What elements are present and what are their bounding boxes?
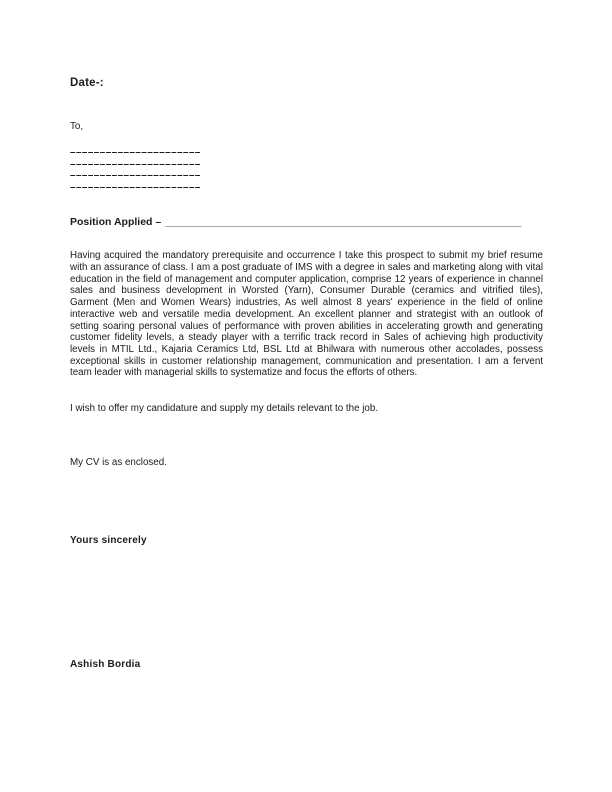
address-blank-line: –––––––––––––––––––––– bbox=[70, 158, 201, 170]
cv-enclosure-line: My CV is as enclosed. bbox=[70, 457, 167, 469]
position-applied-line bbox=[70, 216, 543, 229]
position-applied-label: Position Applied – bbox=[70, 216, 162, 229]
recipient-label: To, bbox=[70, 121, 84, 132]
signature-name: Ashish Bordia bbox=[70, 659, 141, 671]
address-blank-line: –––––––––––––––––––––– bbox=[70, 181, 201, 193]
address-blank-line: –––––––––––––––––––––– bbox=[70, 147, 201, 158]
address-blank-line: –––––––––––––––––––––– bbox=[70, 170, 201, 182]
date-label: Date-: bbox=[70, 77, 104, 89]
recipient-address-block bbox=[70, 147, 543, 193]
body-paragraph: Having acquired the mandatory prerequisite and occurrence I take this prospect to submit my brief resume with an assurance of class. I am a post graduate of IMS with a degree in sales and marketing along with vital education in the field of management and computer application, comprise 12 years of experience in channel sales and business development in Worsted (Yarn), Consumer Durable (ceramics and vitrified tiles), Garment (Men and Women Wears) industries, As well almost 8 years' experience in the field of online interactive web and versatile media development. An excellent planner and strategist with an outlook of setting soaring personal values of performance with proven abilities in accelerating growth and generating customer fidelity levels, a steady player with a terrific track record in Sales of achieving high productivity levels in MTIL Ltd., Kajaria Ceramics Ltd, BSL Ltd at Bhilwara with numerous other accolades, possess exceptional skills in customer relationship management, communication and presentation. I am a fervent team leader with managerial skills to systematize and focus the efforts of others. bbox=[70, 250, 543, 379]
closing-salutation: Yours sincerely bbox=[70, 535, 147, 547]
position-applied-blank: _____________________________________________________________ bbox=[165, 216, 522, 229]
candidature-line: I wish to offer my candidature and supply my details relevant to the job. bbox=[70, 403, 379, 415]
